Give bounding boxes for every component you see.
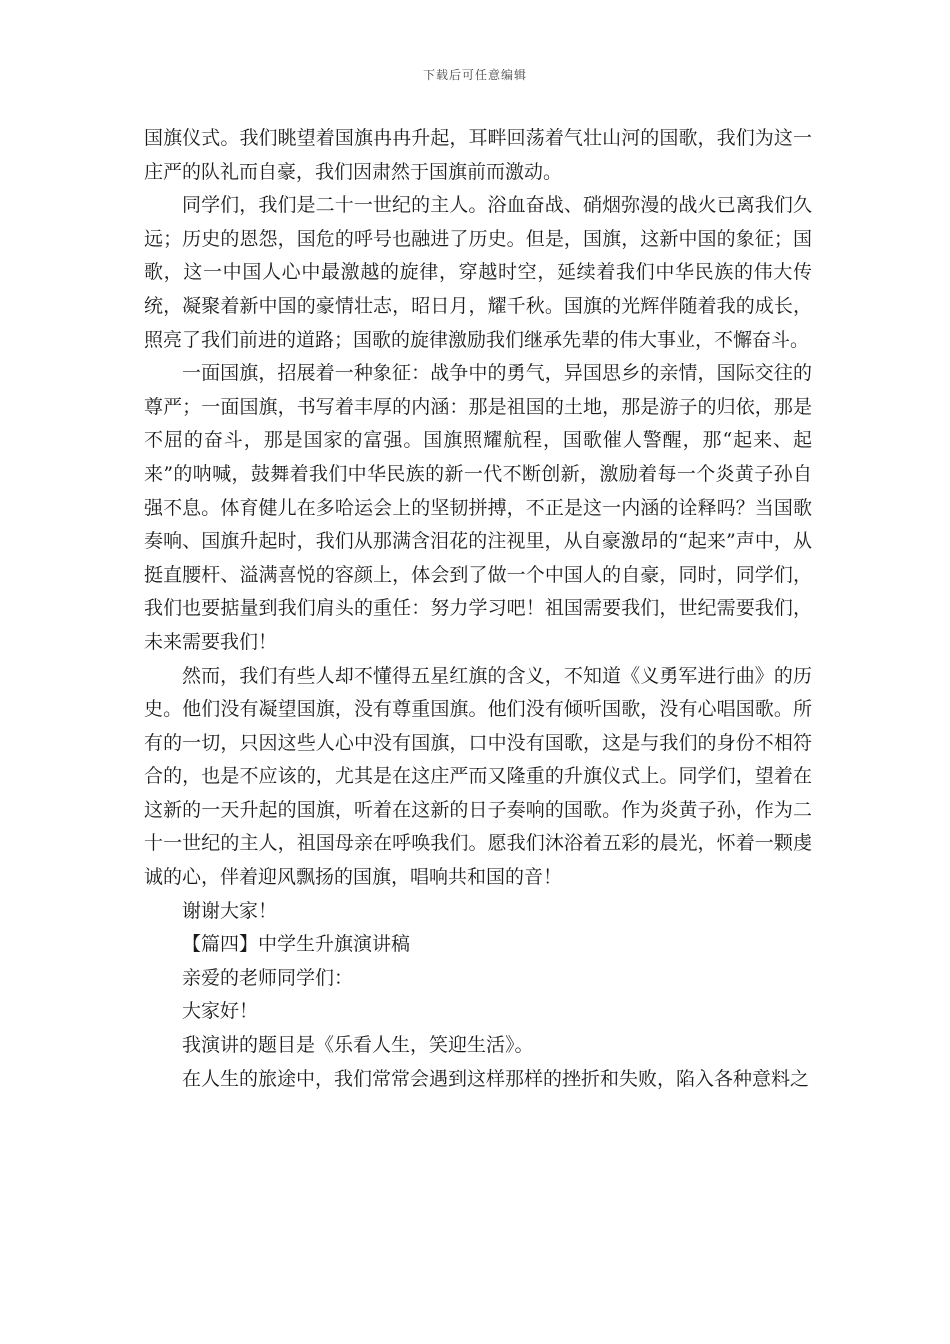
paragraph-last: 在人生的旅途中，我们常常会遇到这样那样的挫折和失败，陷入各种意料之 [182,1067,810,1090]
paragraph-4: 然而，我们有些人却不懂得五星红旗的含义，不知道《义勇军进行曲》的历史。他们没有凝望国旗，没有尊重国旗。他们没有倾听国歌，没有心唱国歌。所有的一切，只因这些人心中没有国旗，口中没有国歌，这是与我们的身份不相符合的，也是不应该的，尤其是在这庄严而又隆重的升旗仪式上。同学们，望着在这新的一天升起的国旗，听着在这新的日子奏响的国歌。作为炎黄子孙，作为二十一世纪的主人，祖国母亲在呼唤我们。愿我们沐浴着五彩的晨光，怀着一颗虔诚的心，伴着迎风飘扬的国旗，唱响共和国的音！ [144,664,812,889]
document-body [144,122,812,1096]
greeting: 大家好！ [182,1000,259,1023]
paragraph-thanks: 谢谢大家！ [182,899,278,922]
speech-title-line: 我演讲的题目是《乐看人生，笑迎生活》。 [182,1034,534,1057]
paragraph-3: 一面国旗，招展着一种象征：战争中的勇气，异国思乡的亲情，国际交往的尊严；一面国旗，书写着丰厚的内涵：那是祖国的土地，那是游子的归依，那是不屈的奋斗，那是国家的富强。国旗照耀航程，国歌催人警醒，那“起来、起来”的呐喊，鼓舞着我们中华民族的新一代不断创新，激励着每一个炎黄子孙自强不息。体育健儿在多哈运会上的坚韧拼搏，不正是这一内涵的诠释吗？当国歌奏响、国旗升起时，我们从那满含泪花的注视里，从自豪激昂的“起来”声中，从挺直腰杆、溢满喜悦的容颜上，体会到了做一个中国人的自豪，同时，同学们，我们也要掂量到我们肩头的重任：努力学习吧！祖国需要我们，世纪需要我们，未来需要我们！ [144,362,812,653]
salutation: 亲爱的老师同学们： [182,966,354,989]
paragraph-1: 国旗仪式。我们眺望着国旗冉冉升起，耳畔回荡着气壮山河的国歌，我们为这一庄严的队礼而自豪，我们因肃然于国旗前而激动。 [144,127,812,183]
page-header: 下载后可任意编辑 [422,68,527,82]
section-heading: 【篇四】中学生升旗演讲稿 [182,933,411,956]
paragraph-2: 同学们，我们是二十一世纪的主人。浴血奋战、硝烟弥漫的战火已离我们久远；历史的恩怨，国危的呼号也融进了历史。但是，国旗，这新中国的象征；国歌，这一中国人心中最激越的旋律，穿越时空，延续着我们中华民族的伟大传统，凝聚着新中国的豪情壮志，昭日月，耀千秋。国旗的光辉伴随着我的成长，照亮了我们前进的道路；国歌的旋律激励我们继承先辈的伟大事业，不懈奋斗。 [144,194,812,351]
